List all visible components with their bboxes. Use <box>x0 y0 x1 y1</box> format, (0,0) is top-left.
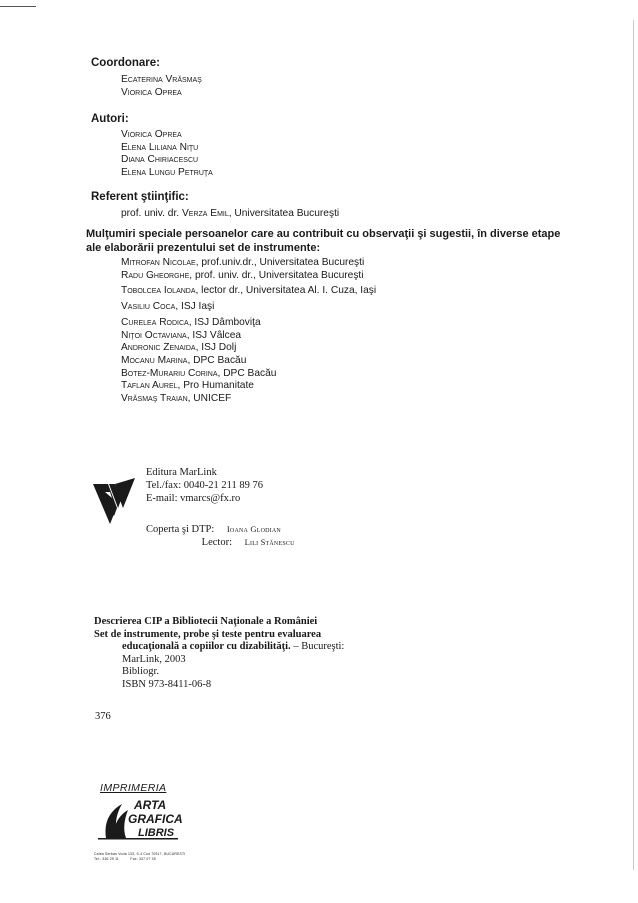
cover-credit <box>146 523 295 536</box>
cip-description <box>94 616 344 692</box>
thanks-person: Mitrofan Nicolae, prof.univ.dr., Universitatea Bucureşti <box>121 257 365 268</box>
scan-edge-line-right <box>633 20 634 870</box>
publisher-phone: Tel./fax: 0040-21 211 89 76 <box>146 480 263 491</box>
cover-credit-label: Coperta şi DTP: <box>146 524 215 535</box>
editor-credit <box>146 536 295 549</box>
thanks-person: Radu Gheorghe, prof. univ. dr., Universitatea Bucureşti <box>121 269 364 281</box>
coordinator-name: Ecaterina Vrăsmaş <box>121 74 202 85</box>
credits-block <box>146 523 295 549</box>
author-name: Elena Lungu Petruţa <box>121 167 213 179</box>
thanks-person: Niţoi Octaviana, ISJ Vâlcea <box>121 329 242 341</box>
author-name: Elena Liliana Niţu <box>121 141 199 153</box>
printer-logo <box>94 782 204 862</box>
cip-line: Set de instrumente, probe şi teste pentru evaluarea <box>94 628 322 640</box>
printer-address: Calea Serban Voda 133, S.4 Cod 70517, BUCURESTI <box>94 852 186 856</box>
thanks-paragraph: Mulţumiri speciale persoanelor care au contribuit cu observaţii şi sugestii, în diverse etape ale elaborării prezentului set de instrumente: <box>86 228 561 254</box>
cip-isbn: ISBN 973-8411-06-8 <box>122 678 212 690</box>
cip-line: Descrierea CIP a Bibliotecii Naţionale a României <box>94 616 318 627</box>
thanks-person: Vrăsmaş Traian, UNICEF <box>121 393 232 405</box>
thanks-person: Tobolcea Iolanda, lector dr., Universitatea Al. I. Cuza, Iaşi <box>121 285 377 297</box>
editor-credit-name: Lili Stănescu <box>244 537 295 547</box>
arta-grafica-logo-icon <box>94 794 204 852</box>
printer-name-line2: GRAFICA <box>128 812 183 826</box>
publisher-name: Editura MarLink <box>146 467 217 478</box>
thanks-person: Mocanu Marina, DPC Bacău <box>121 354 247 366</box>
coordinators-list <box>121 74 202 99</box>
publisher-email[interactable]: E-mail: vmarcs@fx.ro <box>146 493 241 504</box>
thanks-people-list <box>121 257 376 406</box>
referee-name: Verza Emil <box>181 208 229 219</box>
printer-name-line1: ARTA <box>134 798 167 812</box>
cip-line: MarLink, 2003 <box>122 653 186 665</box>
thanks-person: Andronic Zenaida, ISJ Dolj <box>121 342 237 354</box>
thanks-person: Vasiliu Coca, ISJ Iaşi <box>121 301 215 313</box>
printer-label: IMPRIMERIA <box>100 782 167 794</box>
cip-line: Bibliogr. <box>122 666 160 678</box>
author-name: Diana Chiriacescu <box>121 154 199 166</box>
page-number: 376 <box>95 711 111 722</box>
authors-list <box>121 129 213 180</box>
thanks-person: Botez-Murariu Corina, DPC Bacău <box>121 367 277 379</box>
thanks-person: Taflan Aurel, Pro Humanitate <box>121 380 254 392</box>
editor-credit-label: Lector: <box>201 537 232 548</box>
cip-line: educaţională a copiilor cu dizabilităţi. – Bucureşti: <box>122 641 345 653</box>
referee-title: prof. univ. dr. <box>121 208 180 219</box>
printer-name-line3: LIBRIS <box>138 827 175 839</box>
coordinators-heading: Coordonare: <box>91 57 160 69</box>
authors-heading: Autori: <box>91 113 129 125</box>
thanks-person: Curelea Rodica, ISJ Dâmboviţa <box>121 316 261 328</box>
referee-affiliation: , Universitatea Bucureşti <box>228 208 340 219</box>
scan-edge-line <box>0 6 36 7</box>
referee-heading: Referent ştiinţific: <box>91 191 189 203</box>
coordinator-name: Viorica Oprea <box>121 86 182 98</box>
publisher-block <box>146 466 263 505</box>
printer-contacts: Tel.: 336 29 11 Fax: 337 07 35 <box>94 857 156 861</box>
author-name: Viorica Oprea <box>121 129 182 140</box>
cover-credit-name: Ioana Glodian <box>226 524 281 534</box>
marlink-logo-icon <box>93 478 135 530</box>
referee-line <box>121 208 339 221</box>
